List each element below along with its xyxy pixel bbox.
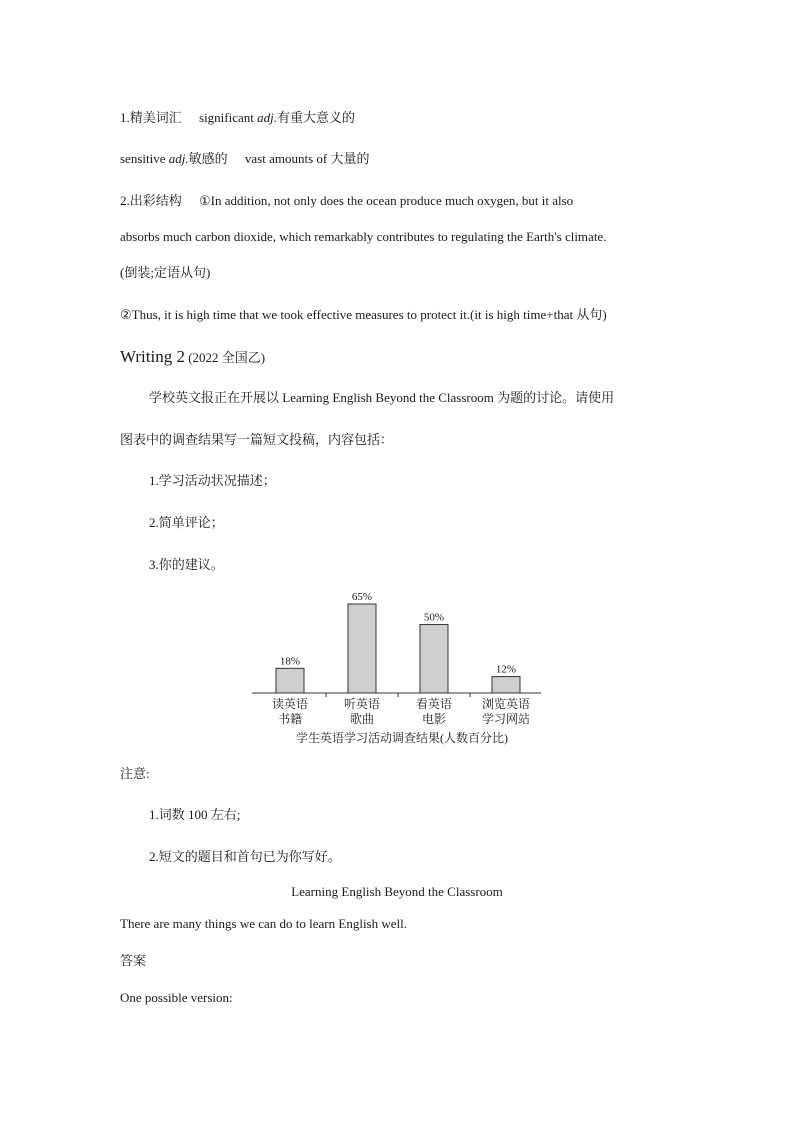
prompt-item-1: 1.学习活动状况描述； [149, 473, 276, 488]
bar-0 [276, 668, 304, 693]
structure-sentence-1b: absorbs much carbon dioxide, which remarkably contributes to regulating the Earth's climate. [120, 229, 607, 244]
answer-intro: One possible version: [120, 990, 233, 1005]
vocab-word-significant: significant [199, 110, 254, 125]
notes-label: 注意: [120, 766, 150, 781]
vocab-label: 1.精美词汇 [120, 110, 182, 125]
category-label-2-0: 看英语 [415, 697, 453, 711]
survey-bar-chart [240, 585, 550, 750]
writing-title: Writing 2 [120, 347, 185, 366]
structure-line-1 [120, 193, 573, 209]
essay-first-sentence: There are many things we can do to learn English well. [120, 916, 407, 931]
bar-1 [348, 604, 376, 693]
vocab-word-sensitive: sensitive [120, 151, 166, 166]
vocab-meaning-1: 有重大意义的 [277, 110, 356, 125]
essay-title: Learning English Beyond the Classroom [291, 884, 503, 899]
note-1: 1.词数 100 左右; [149, 807, 241, 822]
category-label-0-0: 读英语 [271, 697, 309, 711]
vocab-meaning-3: 大量的 [330, 151, 370, 166]
category-label-2-1: 电影 [421, 712, 447, 726]
writing-heading [120, 347, 265, 367]
structure-sentence-2: ②Thus, it is high time that we took effective measures to protect it.(it is high time+that 从句) [120, 307, 607, 322]
prompt-item-3: 3.你的建议。 [149, 557, 224, 572]
note-2: 2.短文的题目和首句已为你写好。 [149, 849, 341, 864]
category-label-3-1: 学习网站 [481, 712, 531, 726]
vocab-pos-1: adj. [257, 110, 278, 125]
writing-source: (2022 全国乙) [188, 350, 266, 365]
prompt-item-2: 2.简单评论； [149, 515, 224, 530]
vocab-phrase-vast: vast amounts of [244, 151, 328, 166]
bar-2 [420, 625, 448, 693]
prompt-line-2: 图表中的调查结果写一篇短文投稿，内容包括： [120, 432, 394, 447]
vocab-meaning-2: 敏感的 [188, 151, 228, 166]
category-label-3-0: 浏览英语 [481, 697, 531, 711]
bar-value-label-3: 12% [495, 663, 517, 676]
bar-value-label-0: 18% [279, 655, 301, 668]
answer-label: 答案 [120, 953, 147, 968]
vocab-line-1 [120, 110, 355, 126]
vocab-pos-2: adj. [168, 151, 189, 166]
bar-value-label-1: 65% [351, 591, 373, 603]
chart-caption: 学生英语学习活动调查结果(人数百分比) [296, 731, 508, 745]
category-label-1-0: 听英语 [343, 697, 381, 711]
structure-note-1: (倒装;定语从句) [120, 265, 211, 280]
prompt-line-1: 学校英文报正在开展以 Learning English Beyond the Classroom 为题的讨论。请使用 [149, 390, 615, 405]
category-label-1-1: 歌曲 [349, 712, 375, 726]
vocab-line-2 [120, 151, 369, 167]
category-label-0-1: 书籍 [277, 712, 303, 726]
bar-3 [492, 677, 520, 693]
structure-sentence-1a: ①In addition, not only does the ocean produce much oxygen, but it also [199, 193, 574, 208]
structure-label: 2.出彩结构 [120, 193, 182, 208]
bar-value-label-2: 50% [423, 611, 445, 624]
